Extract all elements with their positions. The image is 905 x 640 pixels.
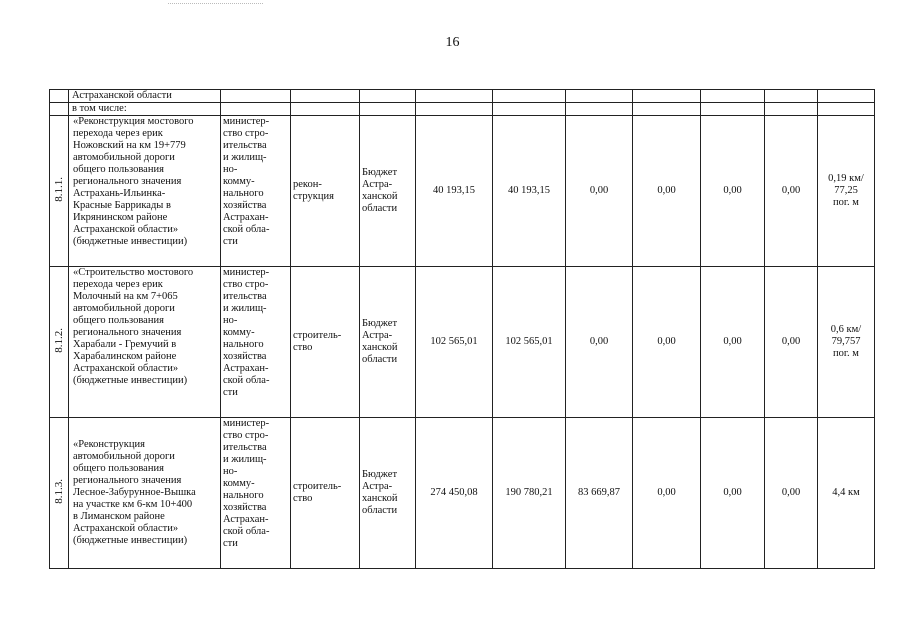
year-1-amount: 190 780,21	[493, 418, 566, 569]
year-5-amount: 0,00	[765, 418, 818, 569]
year-4-amount: 0,00	[701, 116, 765, 267]
year-4-amount: 0,00	[701, 267, 765, 418]
year-1-amount: 102 565,01	[493, 267, 566, 418]
year-2-amount: 83 669,87	[566, 418, 633, 569]
year-5-amount: 0,00	[765, 267, 818, 418]
row-number: 8.1.2.	[53, 327, 65, 353]
year-5-amount: 0,00	[765, 116, 818, 267]
executor: министер- ство стро- ительства и жилищ- но- комму- нального хозяйства Астрахан- ской обла- сти	[221, 116, 291, 267]
page-number: 16	[445, 35, 460, 50]
total-amount: 40 193,15	[416, 116, 493, 267]
year-3-amount: 0,00	[633, 116, 701, 267]
year-3-amount: 0,00	[633, 267, 701, 418]
work-type: строитель- ство	[291, 418, 360, 569]
work-type: строитель- ство	[291, 267, 360, 418]
table-row	[50, 267, 875, 418]
work-type: рекон- струкция	[291, 116, 360, 267]
region-label: Астраханской области	[69, 90, 221, 103]
year-1-amount: 40 193,15	[493, 116, 566, 267]
scan-artifact	[168, 3, 263, 6]
executor: министер- ство стро- ительства и жилищ- но- комму- нального хозяйства Астрахан- ской обла- сти	[221, 267, 291, 418]
row-number: 8.1.1.	[53, 176, 65, 202]
capacity: 0,6 км/ 79,757 пог. м	[818, 267, 875, 418]
capacity: 4,4 км	[818, 418, 875, 569]
total-amount: 274 450,08	[416, 418, 493, 569]
object-name: «Строительство мостового перехода через ерик Молочный на км 7+065 автомобильной дороги общего пользования регионального значения Харабали - Гремучий в Харабалинском районе Астраханской области» (бюджетные инвестиции)	[69, 267, 221, 418]
executor: министер- ство стро- ительства и жилищ- но- комму- нального хозяйства Астрахан- ской обла- сти	[221, 418, 291, 569]
funding-source: Бюджет Астра- ханской области	[360, 267, 416, 418]
total-amount: 102 565,01	[416, 267, 493, 418]
funding-source: Бюджет Астра- ханской области	[360, 418, 416, 569]
year-2-amount: 0,00	[566, 116, 633, 267]
object-name: «Реконструкция мостового перехода через ерик Ножовский на км 19+779 автомобильной дороги общего пользования регионального значения Астрахань-Ильинка- Красные Баррикады в Икрянинском районе Астраханской области» (бюджетные инвестиции)	[69, 116, 221, 267]
row-number-cell	[50, 267, 69, 418]
table-row	[50, 90, 875, 103]
row-number-cell	[50, 418, 69, 569]
row-number-cell	[50, 116, 69, 267]
table-row	[50, 116, 875, 267]
funding-source: Бюджет Астра- ханской области	[360, 116, 416, 267]
table-row	[50, 418, 875, 569]
including-label: в том числе:	[69, 103, 221, 116]
year-4-amount: 0,00	[701, 418, 765, 569]
object-name: «Реконструкция автомобильной дороги общего пользования регионального значения Лесное-Забурунное-Вышка на участке км 6-км 10+400 в Лиманском районе Астраханской области» (бюджетные инвестиции)	[69, 418, 221, 569]
year-3-amount: 0,00	[633, 418, 701, 569]
table-row	[50, 103, 875, 116]
capacity: 0,19 км/ 77,25 пог. м	[818, 116, 875, 267]
row-number: 8.1.3.	[53, 478, 65, 504]
year-2-amount: 0,00	[566, 267, 633, 418]
budget-table	[49, 89, 875, 569]
